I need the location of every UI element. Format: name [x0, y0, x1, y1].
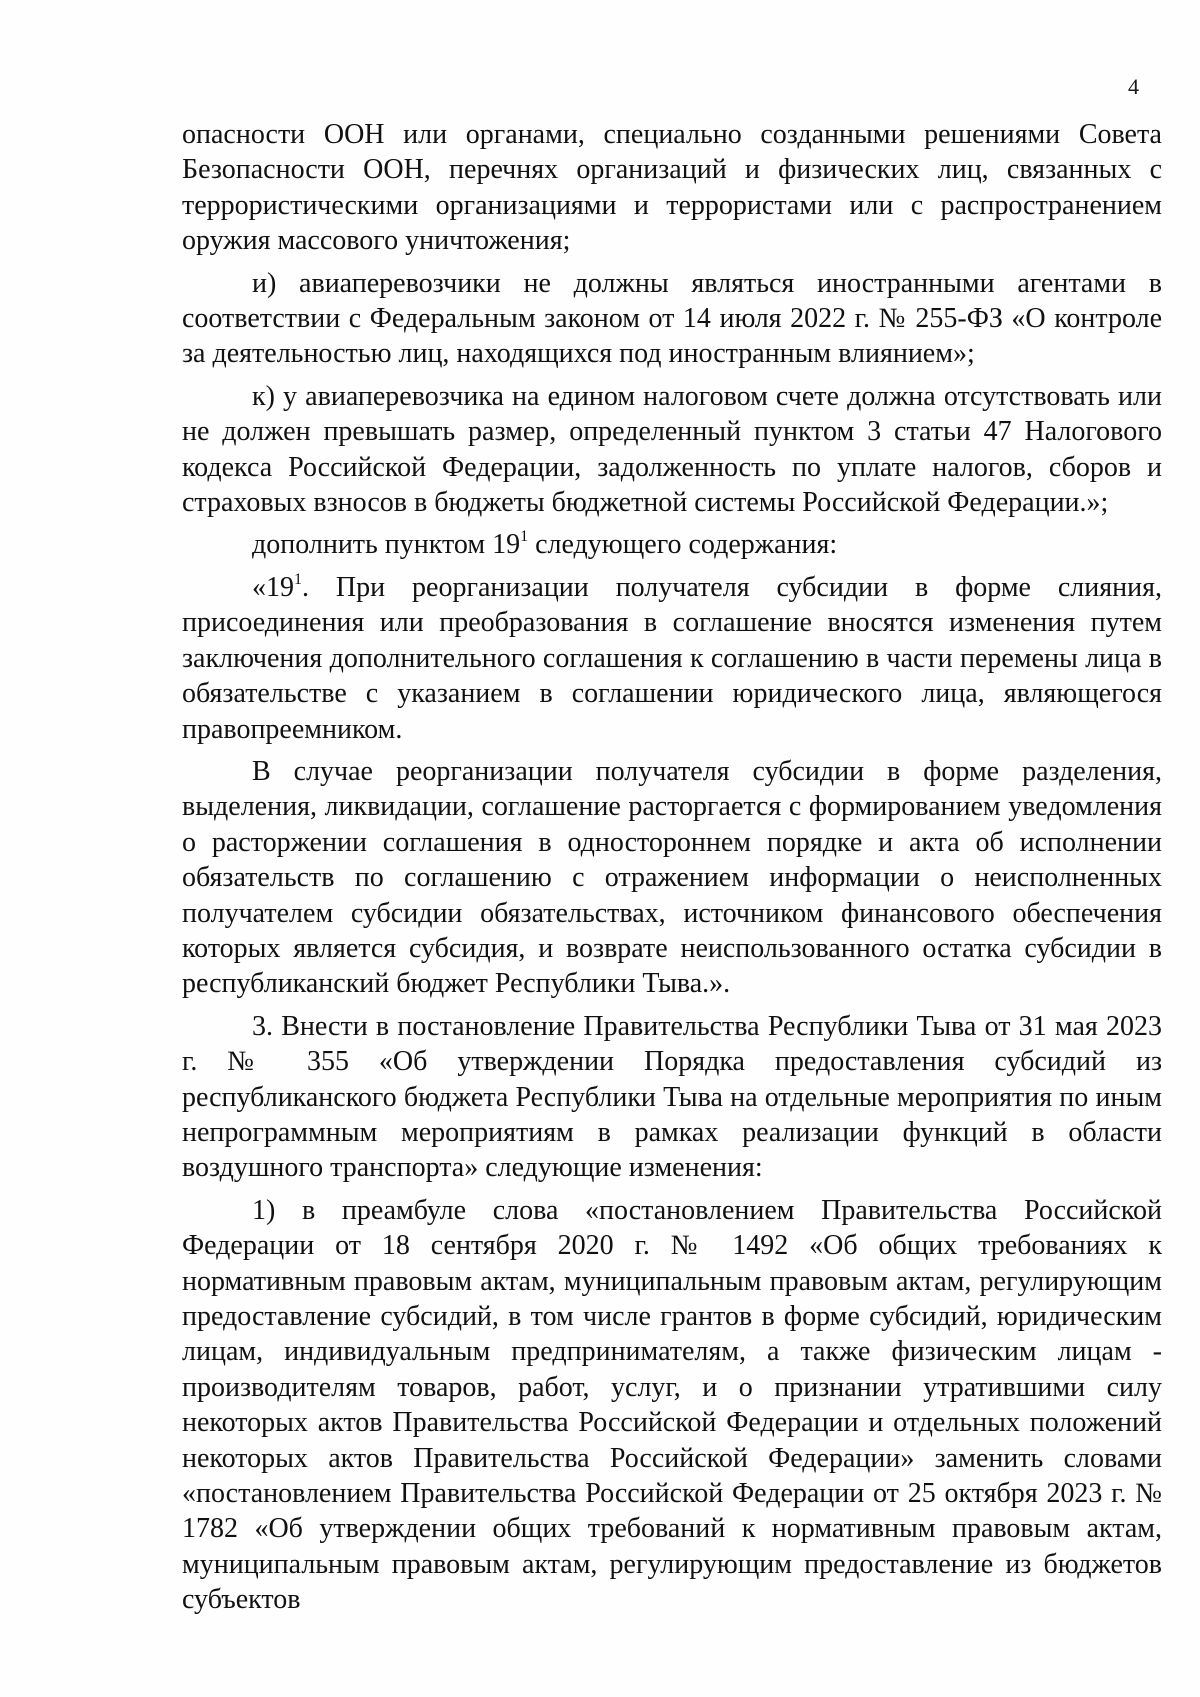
paragraph-item-3-1: 1) в преамбуле слова «постановлением Правительства Российской Федерации от 18 сентября 2020 г. № 1492 «Об общих требованиях к нормативным правовым актам, муниципальным правовым актам, регулирующим предоставление субсидий, в том числе грантов в форме субсидий, юридическим лицам, индивидуальным предпринимателям, а также физическим лицам - производителям товаров, работ, услуг, и о признании утратившими силу некоторых актов Правительства Российской Федерации и отдельных положений некоторых актов Правительства Российской Федерации» заменить словами «постановлением Правительства Российской Федерации от 25 октября 2023 г. № 1782 «Об утверждении общих требований к нормативным правовым актам, муниципальным правовым актам, регулирующим предоставление из бюджетов субъектов — [182, 1194, 1162, 1616]
paragraph-add-point-text: дополнить пунктом 19 — [252, 529, 521, 561]
document-body — [182, 117, 1162, 1618]
superscript-marker: 1 — [520, 528, 529, 546]
paragraph-item-i: и) авиаперевозчики не должны являться иностранными агентами в соответствии с Федеральным законом от 14 июля 2022 г. № 255-ФЗ «О контроле за деятельностью лиц, находящихся под иностранным влиянием»; — [182, 267, 1162, 370]
superscript-marker: 1 — [294, 570, 302, 588]
paragraph-point-19-1 — [182, 570, 1162, 747]
page-number: 4 — [1128, 74, 1139, 99]
paragraph-add-point — [182, 527, 1162, 562]
paragraph-add-point-text-end: следующего содержания: — [528, 529, 838, 561]
paragraph-reorganization: В случае реорганизации получателя субсидии в форме разделения, выделения, ликвидации, соглашение расторгается с формированием уведомления о расторжении соглашения в одностороннем порядке и акта об исполнении обязательств по соглашению с отражением информации о неисполненных получателем субсидии обязательствах, источником финансового обеспечения которых является субсидия, и возврате неиспользованного остатка субсидии в республиканский бюджет Республики Тыва.». — [182, 755, 1162, 1000]
paragraph-point-19-1-start: «19 — [252, 571, 294, 603]
paragraph-continuation: опасности ООН или органами, специально созданными решениями Совета Безопасности ООН, перечнях организаций и физических лиц, связанных с террористическими организациями и террористами или с распространением оружия массового уничтожения; — [182, 119, 1162, 257]
paragraph-point-19-1-text: . При реорганизации получателя субсидии в форме слияния, присоединения или преобразования в соглашение вносятся изменения путем заключения дополнительного соглашения к соглашению в части перемены лица в обязательстве с указанием в соглашении юридического лица, являющегося правопреемником. — [182, 571, 1162, 745]
paragraph-item-3: 3. Внести в постановление Правительства Республики Тыва от 31 мая 2023 г. № 355 «Об утверждении Порядка предоставления субсидий из республиканского бюджета Республики Тыва на отдельные мероприятия по иным непрограммным мероприятиям в рамках реализации функций в области воздушного транспорта» следующие изменения: — [182, 1010, 1162, 1184]
paragraph-item-k: к) у авиаперевозчика на едином налоговом счете должна отсутствовать или не должен превышать размер, определенный пунктом 3 статьи 47 Налогового кодекса Российской Федерации, задолженность по уплате налогов, сборов и страховых взносов в бюджеты бюджетной системы Российской Федерации.»; — [182, 380, 1162, 519]
